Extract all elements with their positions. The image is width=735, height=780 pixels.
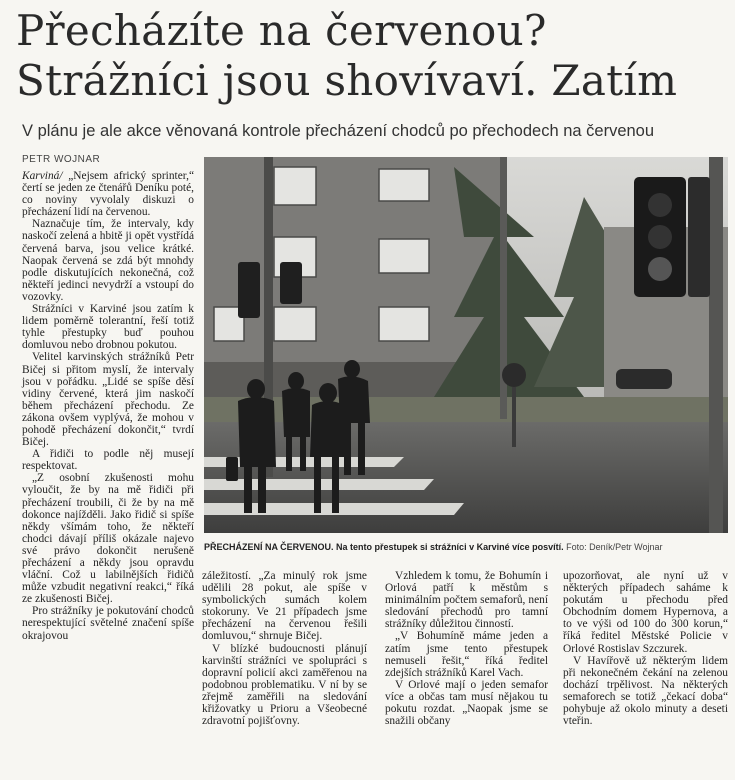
article-paragraph: „V Bohumíně máme jeden a zatím jsme tento přestupek nemuseli řešit,“ říká ředitel zdejších strážníků Karel Vach. xyxy=(385,630,548,679)
article-column-1 xyxy=(22,170,194,642)
caption-text: Na tento přestupek si strážníci v Karviné více posvítí. xyxy=(336,542,564,552)
subheadline: V plánu je ale akce věnovaná kontrole přecházení chodců po přechodech na červenou xyxy=(22,122,655,140)
article-column-4 xyxy=(563,570,728,727)
article-paragraph: Velitel karvinských strážníků Petr Bičej si přitom myslí, že intervaly jsou v pořádku. „Lidé se spíše děsí vidiny červené, která jim naskočí během přecházení přechodu. Ze zákona ovšem vyplývá, že mohou v pohodě přecházení dokončit,“ tvrdí Bičej. xyxy=(22,351,194,449)
article-photo xyxy=(204,157,728,533)
caption-lead: PŘECHÁZENÍ NA ČERVENOU. xyxy=(204,542,334,552)
article-paragraph: A řidiči to podle něj musejí respektovat. xyxy=(22,448,194,473)
article-paragraph: V Havířově už některým lidem při nekonečném čekání na zelenou dochází trpělivost. Na některých semaforech se totiž „čekací doba“ pohybuje až okolo minuty a deseti vteřin. xyxy=(563,654,728,728)
headline-line-2: Strážníci jsou shovívaví. Zatím xyxy=(16,56,678,105)
article-paragraph: Naznačuje tím, že intervaly, kdy naskočí zelená a hbitě ji opět vystřídá červená barva, jsou velice krátké. Naopak červená se zdá být mnohdy podle diskutujících nekonečná, což někteří jedinci nevydrží a vstoupí do vozovky. xyxy=(22,218,194,303)
photo-credit: Foto: Deník/Petr Wojnar xyxy=(566,542,663,552)
article-paragraph: Karviná/ „Nejsem africký sprinter,“ čertí se jeden ze čtenářů Deníku poté, co noviny vyvolaly diskuzi o přecházení lidí na červenou. xyxy=(22,170,194,219)
headline xyxy=(16,6,728,106)
dateline: Karviná/ xyxy=(22,170,63,182)
byline: PETR WOJNAR xyxy=(22,154,101,165)
article-paragraph: „Z osobní zkušenosti mohu vyloučit, že by na mě řidiči při přecházení troubili, či že by na mě dokonce najížděli. Jako řidič si spíše někdy všímám toho, že někteří chodci dávají příliš okázale najevo své právo dokončit nerušeně přecházení a někdy jsou opravdu vláční. Což u labilnějších řidičů může vzbudit negativní reakci,“ říká ze zkušenosti Bičej. xyxy=(22,472,194,606)
article-column-2 xyxy=(202,570,367,727)
article-paragraph: Pro strážníky je pokutování chodců nerespektující světelné značení spíše okrajovou xyxy=(22,605,194,642)
article-column-3 xyxy=(385,570,548,727)
article-paragraph: V blízké budoucnosti plánují karvinští strážníci ve spolupráci s dopravní policií akci zaměřenou na podobnou problematiku. V ní by se zřejmě zaměřili na sledování křižovatky u Prioru a Všeobecné zdravotní pojišťovny. xyxy=(202,642,367,728)
article-paragraph: upozorňovat, ale nyní už v některých případech saháme k pokutám u přechodu před Obchodním domem Hypernova, a to ve výši od 100 do 300 korun,“ říká ředitel Městské Policie v Orlové Rostislav Szczurek. xyxy=(563,570,728,655)
article-paragraph: záležitostí. „Za minulý rok jsme udělili 28 pokut, ale spíše v symbolických sumách kolem stokoruny. Ve 21 případech jsme přecházení na červenou řešili domluvou,“ shrnuje Bičej. xyxy=(202,570,367,643)
article-paragraph: Vzhledem k tomu, že Bohumín i Orlová patří k městům s minimálním počtem semaforů, není sledování přechodů pro tamní strážníky důležitou činností. xyxy=(385,570,548,631)
photo-caption xyxy=(204,542,728,552)
article-paragraph: V Orlové mají o jeden semafor více a občas tam musí nějakou tu pokutu rozdat. „Naopak jsme se snažili občany xyxy=(385,678,548,728)
article-paragraph: Strážníci v Karviné jsou zatím k lidem poměrně tolerantní, řeší totiž tyhle přestupky buď pouhou domluvou nebo drobnou pokutou. xyxy=(22,303,194,352)
headline-line-1: Přecházíte na červenou? xyxy=(16,6,547,55)
photo-street-crossing xyxy=(204,157,728,533)
